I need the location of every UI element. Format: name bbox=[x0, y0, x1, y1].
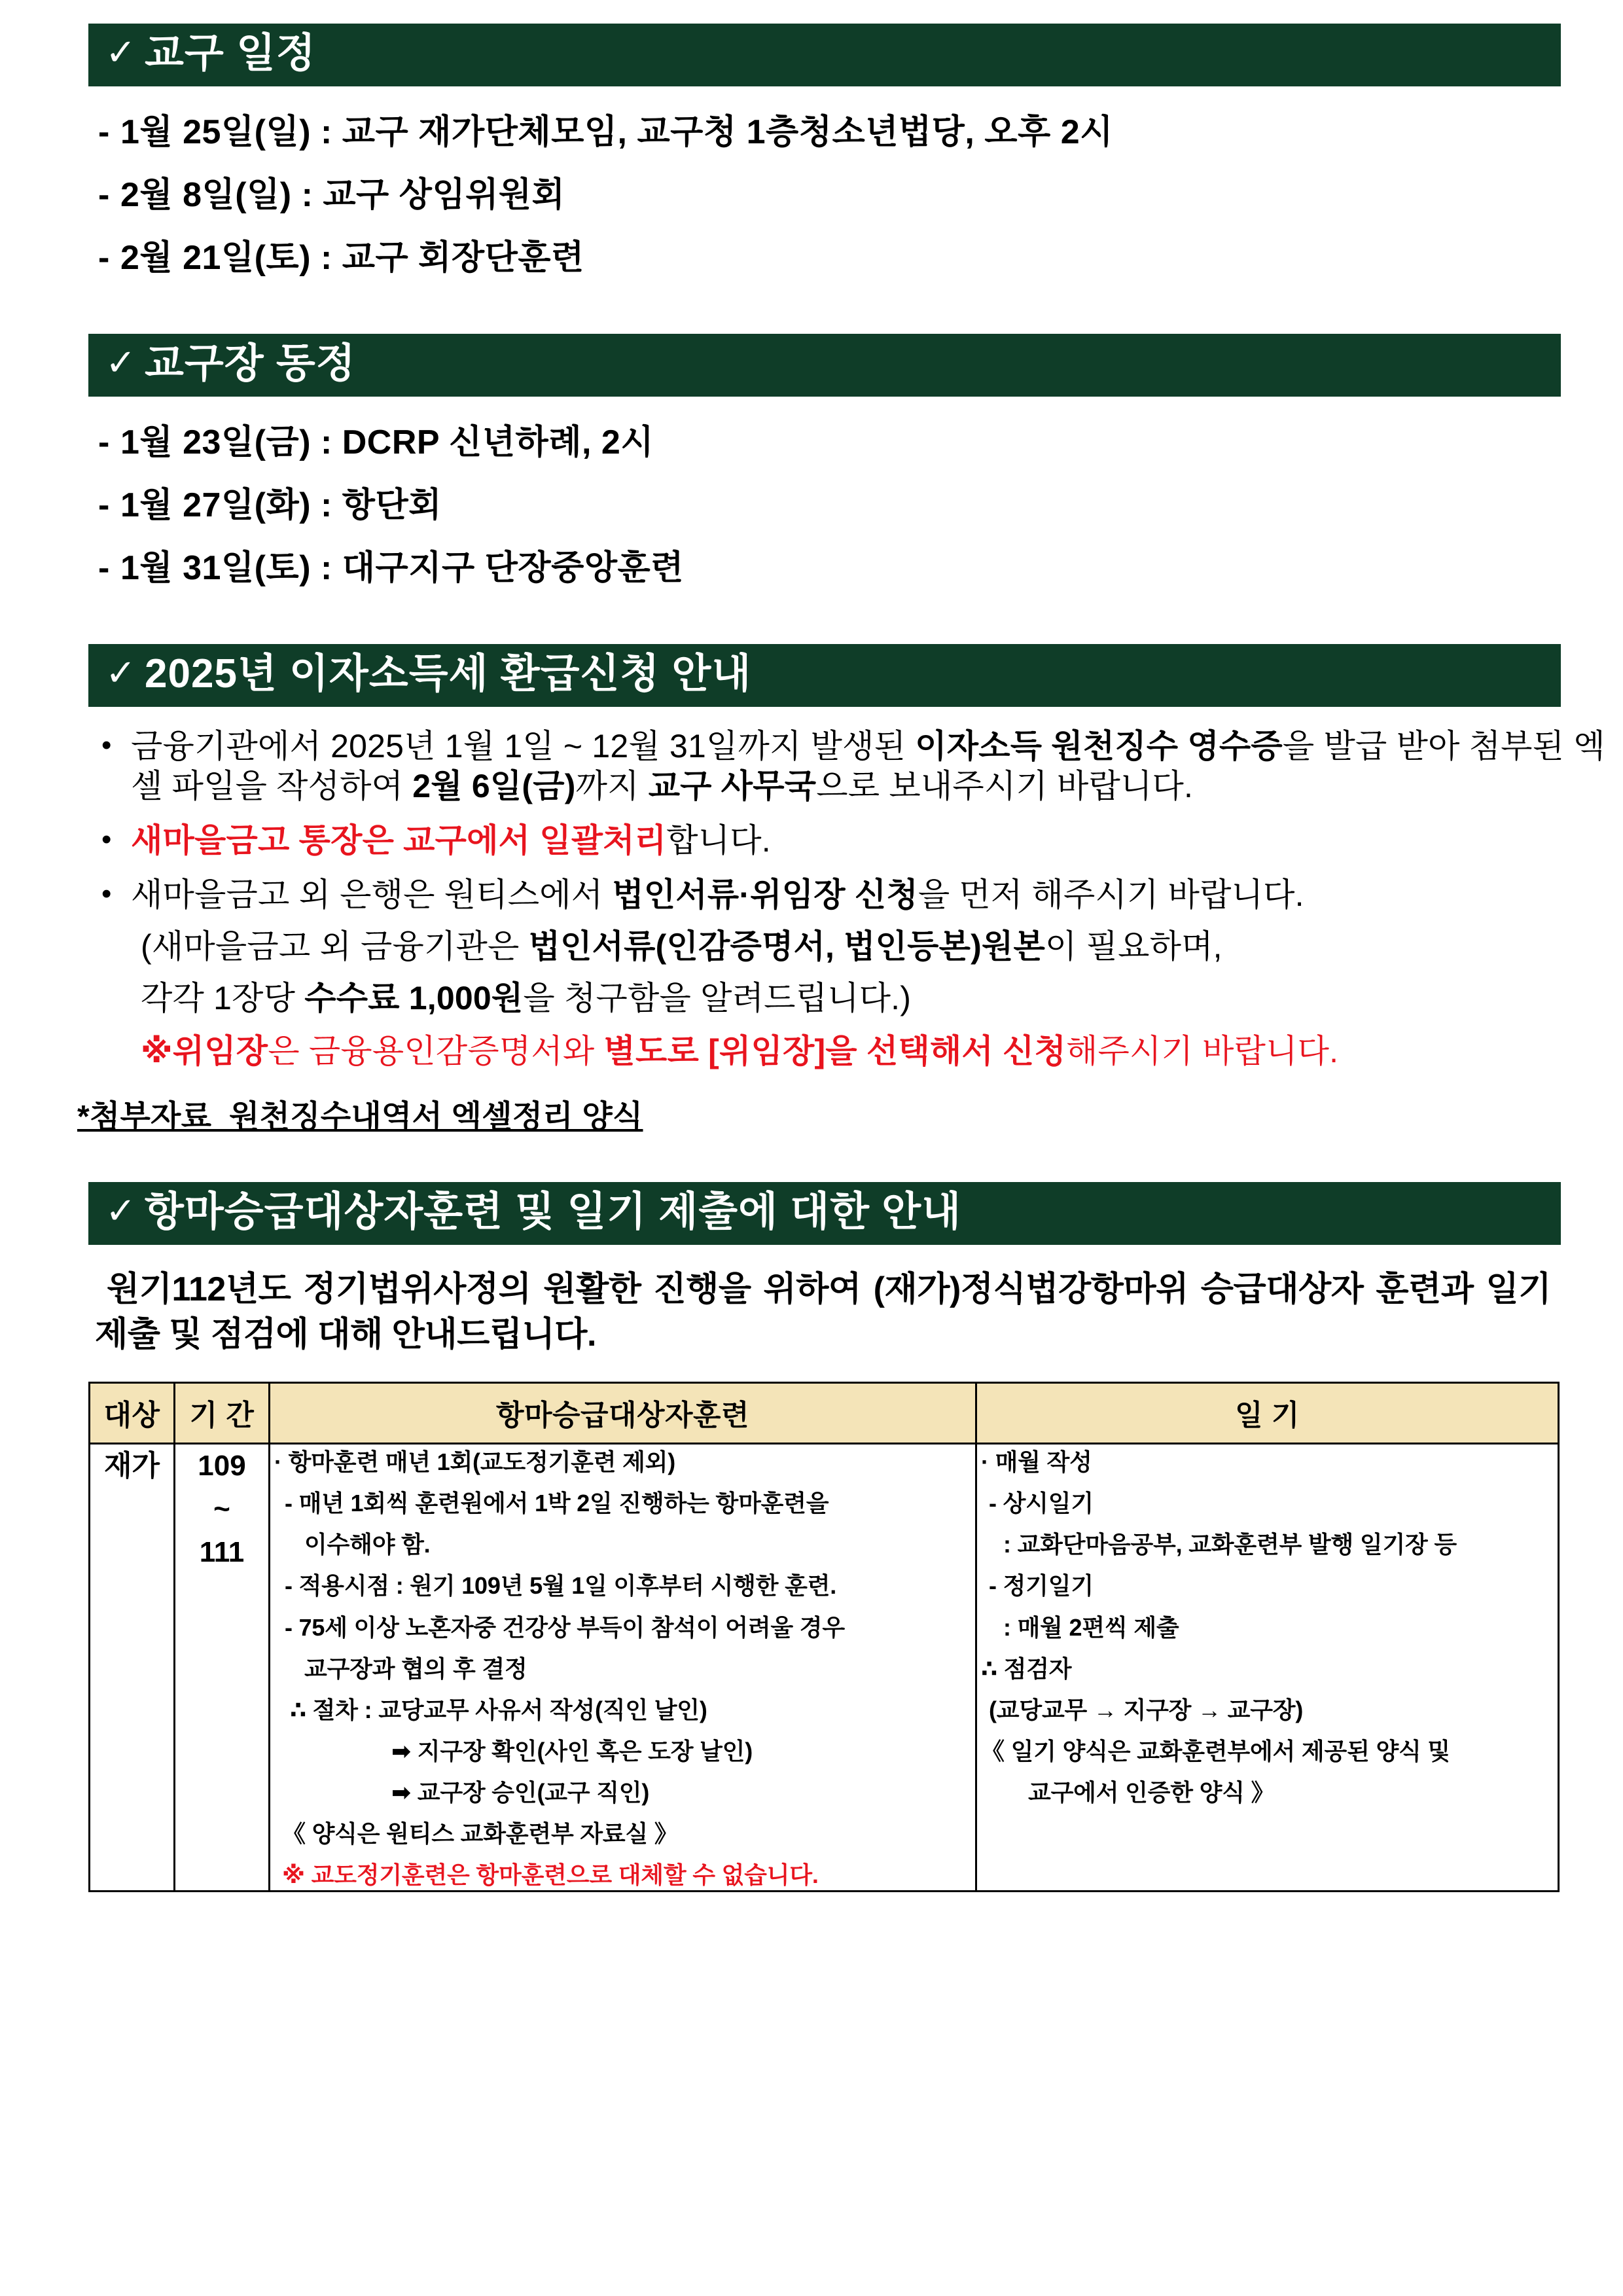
tax-bullet-list bbox=[0, 726, 1623, 915]
bullet-text-part: 금융기관에서 2025년 1월 1일 ~ 12월 31일까지 발생된 bbox=[131, 728, 916, 764]
diary-line: : 매월 2편씩 제출 bbox=[1003, 1613, 1179, 1641]
list-item bbox=[0, 551, 1623, 585]
column-header-diary: 일 기 bbox=[976, 1383, 1559, 1444]
section-title: 항마승급대상자훈련 및 일기 제출에 대한 안내 bbox=[145, 1189, 962, 1234]
list-item-label: 2월 21일(토) : 교구 회장단훈련 bbox=[120, 239, 584, 277]
table-row bbox=[90, 1444, 1559, 1892]
intro-line-1: 원기112년도 정기법위사정의 원활한 진행을 위하여 (재가)정식법강항마위 승급대상자 bbox=[107, 1270, 1364, 1308]
diary-line: - 정기일기 bbox=[989, 1572, 1094, 1600]
bullet-text-part: 받아 첨부된 엑셀 파일을 작성하여 bbox=[131, 728, 1605, 804]
list-item bbox=[0, 115, 1623, 149]
paren-text-part: 이 필요하며, bbox=[1045, 928, 1222, 965]
spacer bbox=[0, 707, 1623, 712]
training-intro-paragraph bbox=[0, 1267, 1623, 1357]
section-gap bbox=[0, 275, 1623, 334]
list-item-label: 1월 27일(화) : 항단회 bbox=[120, 486, 442, 524]
section-title: 2025년 이자소득세 환급신청 안내 bbox=[145, 651, 752, 696]
training-table bbox=[88, 1382, 1560, 1892]
diary-line: : 교화단마음공부, 교화훈련부 발행 일기장 등 bbox=[1003, 1531, 1457, 1558]
training-line: 교구장과 협의 후 결정 bbox=[304, 1655, 527, 1682]
training-line-warning: ※ 교도정기훈련은 항마훈련으로 대체할 수 없습니다. bbox=[282, 1861, 819, 1889]
column-header-training: 항마승급대상자훈련 bbox=[270, 1383, 976, 1444]
cell-period bbox=[175, 1444, 270, 1892]
training-line: ➡ 지구장 확인(사인 혹은 도장 날인) bbox=[391, 1737, 753, 1765]
paren-text-bold: 법인서류(인감증명서, 법인등본)원본 bbox=[528, 928, 1046, 965]
dash-marker: - bbox=[98, 176, 110, 214]
bishop-activity-list bbox=[0, 425, 1623, 585]
diary-line: (교당교무 → 지구장 → 교구장) bbox=[989, 1696, 1304, 1723]
list-item-label: 1월 25일(일) : 교구 재가단체모임, 교구청 1층청소년법당, 오후 2시 bbox=[120, 113, 1113, 151]
note-icon: ✓ bbox=[105, 31, 137, 73]
top-spacer bbox=[0, 0, 1623, 24]
diocese-schedule-list bbox=[0, 115, 1623, 275]
list-item-label: 1월 23일(금) : DCRP 신년하례, 2시 bbox=[120, 423, 654, 461]
training-line: ∴ 절차 : 교당교무 사유서 작성(직인 날인) bbox=[290, 1696, 707, 1723]
cell-training-content bbox=[270, 1444, 976, 1892]
dash-marker: - bbox=[98, 549, 110, 587]
section-header-diocese-schedule bbox=[88, 24, 1561, 86]
bullet-dot-icon: • bbox=[101, 823, 112, 855]
section-header-interest-tax-refund bbox=[88, 644, 1561, 707]
column-header-period: 기 간 bbox=[175, 1383, 270, 1444]
paren-text-bold: 수수료 1,000원 bbox=[304, 980, 524, 1016]
list-item bbox=[0, 178, 1623, 212]
notice-text-red-bold: 별도로 [위임장]을 선택해서 신청 bbox=[603, 1033, 1066, 1069]
bullet-text-bold: 이자소득 원천징수 영수증 bbox=[915, 728, 1283, 764]
dash-marker: - bbox=[98, 423, 110, 461]
training-line: ➡ 교구장 승인(교구 직인) bbox=[391, 1778, 650, 1806]
training-line: - 적용시점 : 원기 109년 5월 1일 이후부터 시행한 훈련. bbox=[285, 1572, 837, 1600]
bullet-text-bold: 교구 사무국 bbox=[648, 768, 817, 804]
bullet-text-part: 을 발급 bbox=[1282, 728, 1387, 764]
bullet-text-bold: 법인서류·위임장 신청 bbox=[612, 876, 918, 913]
dash-marker: - bbox=[98, 113, 110, 151]
notice-text-red: 은 금융용인감증명서와 bbox=[268, 1033, 604, 1069]
bullet-item-other-banks bbox=[0, 875, 1623, 915]
attachment-note: *첨부자료_원천징수내역서 엑셀정리 양식 bbox=[77, 1100, 643, 1134]
section-gap bbox=[0, 585, 1623, 644]
table-header-row bbox=[90, 1383, 1559, 1444]
bullet-text-part: 합니다. bbox=[666, 822, 771, 859]
bullet-text-part: 까지 bbox=[575, 768, 649, 804]
period-from: 109 bbox=[198, 1450, 246, 1482]
bullet-item-saemaul bbox=[0, 821, 1623, 861]
training-line: 《 양식은 원티스 교화훈련부 자료실 》 bbox=[282, 1820, 678, 1847]
training-line: - 매년 1회씩 훈련원에서 1박 2일 진행하는 항마훈련을 bbox=[285, 1490, 829, 1517]
diary-line: 교구에서 인증한 양식 》 bbox=[1028, 1778, 1275, 1806]
diary-line: · 매월 작성 bbox=[981, 1448, 1092, 1476]
bullet-dot-icon: • bbox=[101, 729, 112, 761]
training-line: · 항마훈련 매년 1회(교도정기훈련 제외) bbox=[274, 1448, 676, 1476]
bullet-text-part: 을 먼저 해주시기 바랍니다. bbox=[918, 876, 1304, 913]
bullet-dot-icon: • bbox=[101, 878, 112, 910]
diary-line: 《 일기 양식은 교화훈련부에서 제공된 양식 및 bbox=[981, 1737, 1450, 1765]
dash-marker: - bbox=[98, 486, 110, 524]
cell-diary-content bbox=[976, 1444, 1559, 1892]
notice-text-red: 해주시기 바랍니다. bbox=[1065, 1033, 1339, 1069]
list-item bbox=[0, 241, 1623, 275]
section-gap bbox=[0, 1136, 1623, 1182]
paren-text-part: 각각 1장당 bbox=[141, 980, 305, 1016]
bullet-text-red-bold: 새마을금고 통장은 교구에서 일괄처리 bbox=[131, 822, 667, 859]
paren-note-line-1 bbox=[0, 927, 1623, 967]
training-line: - 75세 이상 노혼자중 건강상 부득이 참석이 어려울 경우 bbox=[285, 1613, 845, 1641]
bullet-text-part: 새마을금고 외 은행은 원티스에서 bbox=[131, 876, 613, 913]
delegation-notice-line bbox=[0, 1031, 1623, 1071]
note-icon: ✓ bbox=[105, 342, 137, 383]
dash-marker: - bbox=[98, 239, 110, 277]
column-header-target: 대상 bbox=[90, 1383, 175, 1444]
section-title: 교구 일정 bbox=[145, 31, 316, 76]
period-tilde: ~ bbox=[213, 1493, 230, 1526]
section-header-bishop-activity bbox=[88, 334, 1561, 397]
cell-target: 재가 bbox=[90, 1444, 175, 1892]
notice-text-red-bold: ※위임장 bbox=[141, 1033, 268, 1069]
paren-note-line-2 bbox=[0, 978, 1623, 1018]
bullet-item-receipt bbox=[0, 726, 1623, 806]
section-header-hangma-training bbox=[88, 1182, 1561, 1245]
paren-text-part: 을 청구함을 알려드립니다.) bbox=[523, 980, 912, 1016]
list-item bbox=[0, 488, 1623, 522]
list-item-label: 2월 8일(일) : 교구 상임위원회 bbox=[120, 176, 565, 214]
diary-line: - 상시일기 bbox=[989, 1490, 1094, 1517]
note-icon: ✓ bbox=[105, 1190, 137, 1231]
list-item bbox=[0, 425, 1623, 459]
bullet-text-part: 으로 보내주시기 바랍니다. bbox=[816, 768, 1194, 804]
section-title: 교구장 동정 bbox=[145, 341, 356, 386]
diary-line: ∴ 점검자 bbox=[981, 1655, 1072, 1682]
paren-text-part: (새마을금고 외 금융기관은 bbox=[141, 928, 529, 965]
intro-line-2: 훈련과 일기 제출 및 점검에 대해 안내드립니다. bbox=[95, 1270, 1551, 1354]
bullet-text-bold: 2월 6일(금) bbox=[412, 768, 576, 804]
period-to: 111 bbox=[199, 1536, 245, 1569]
note-icon: ✓ bbox=[105, 652, 137, 693]
list-item-label: 1월 31일(토) : 대구지구 단장중앙훈련 bbox=[120, 549, 685, 587]
training-line: 이수해야 함. bbox=[304, 1531, 431, 1558]
